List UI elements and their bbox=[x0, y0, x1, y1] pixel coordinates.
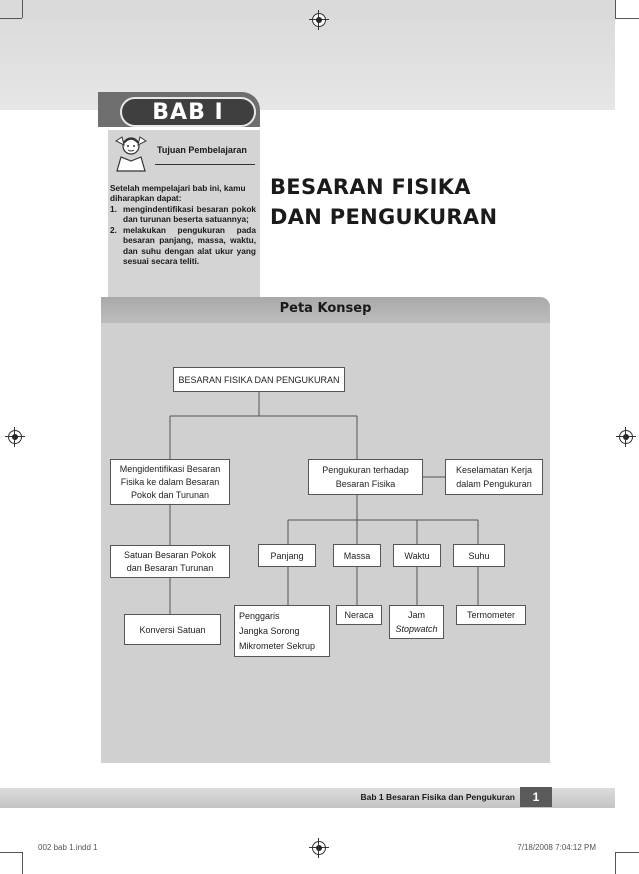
node-label-line: Satuan Besaran Pokok bbox=[123, 549, 217, 560]
concept-node-mass bbox=[333, 544, 381, 567]
node-label-line: Mikrometer Sekrup bbox=[239, 640, 316, 651]
node-label-line: Keselamatan Kerja bbox=[455, 465, 533, 475]
concept-node-root bbox=[173, 367, 345, 392]
node-label: Panjang bbox=[270, 550, 304, 561]
concept-node-length-tools bbox=[234, 605, 330, 657]
list-item-number: 1. bbox=[110, 204, 117, 214]
concept-map-title: Peta Konsep bbox=[279, 301, 372, 316]
timestamp-slug: 7/18/2008 7:04:12 PM bbox=[517, 843, 596, 852]
node-label-line: dalam Pengukuran bbox=[456, 479, 532, 489]
running-title: Bab 1 Besaran Fisika dan Pengukuran bbox=[360, 792, 515, 802]
node-label-line: Penggaris bbox=[239, 610, 280, 621]
node-label: BESARAN FISIKA DAN PENGUKURAN bbox=[178, 374, 340, 385]
node-label: Suhu bbox=[468, 550, 490, 561]
node-label-line: Pokok dan Turunan bbox=[130, 489, 210, 500]
chapter-label: BAB I bbox=[152, 99, 224, 125]
list-item-text: mengindentifikasi besaran pokok dan turunan beserta satuannya; bbox=[123, 204, 256, 225]
objectives-intro: Setelah mempelajari bab ini, kamu diharapkan dapat: bbox=[110, 183, 246, 204]
node-label-line: Stopwatch bbox=[395, 624, 438, 634]
node-label-line: Jam bbox=[407, 610, 425, 620]
node-label: Waktu bbox=[404, 550, 430, 561]
concept-node-length bbox=[258, 544, 316, 567]
node-label-line: Fisika ke dalam Besaran bbox=[120, 476, 220, 487]
list-item-number: 2. bbox=[110, 224, 117, 235]
concept-node-time bbox=[393, 544, 441, 567]
node-label: Konversi Satuan bbox=[139, 624, 206, 635]
node-label: Massa bbox=[343, 550, 371, 561]
concept-node-measurement bbox=[308, 459, 423, 495]
concept-node-safety bbox=[445, 459, 543, 495]
node-label-line: Jangka Sorong bbox=[239, 625, 300, 636]
concept-node-units bbox=[110, 545, 230, 578]
concept-node-conversion bbox=[124, 614, 221, 645]
chapter-title-line: BESARAN FISIKA bbox=[270, 175, 471, 199]
concept-node-temperature bbox=[453, 544, 505, 567]
node-label-line: Besaran Fisika bbox=[335, 479, 396, 489]
node-label: Neraca bbox=[344, 610, 374, 620]
chapter-title-line: DAN PENGUKURAN bbox=[270, 205, 498, 229]
list-item-text: melakukan pengukuran pada besaran panjang, massa, waktu, dan suhu dengan alat ukur yang sesuai secara teliti. bbox=[123, 224, 256, 267]
node-label-line: Mengidentifikasi Besaran bbox=[119, 463, 221, 474]
concept-node-temperature-tool bbox=[456, 605, 526, 625]
file-slug: 002 bab 1.indd 1 bbox=[38, 843, 98, 852]
concept-node-mass-tool bbox=[336, 605, 382, 625]
page-number: 1 bbox=[520, 787, 552, 807]
concept-node-time-tool bbox=[389, 605, 444, 639]
node-label-line: Pengukuran terhadap bbox=[322, 465, 409, 475]
node-label-line: dan Besaran Turunan bbox=[126, 562, 214, 573]
concept-node-identify bbox=[110, 459, 230, 505]
objectives-heading: Tujuan Pembelajaran bbox=[157, 145, 247, 155]
node-label: Termometer bbox=[466, 610, 515, 620]
